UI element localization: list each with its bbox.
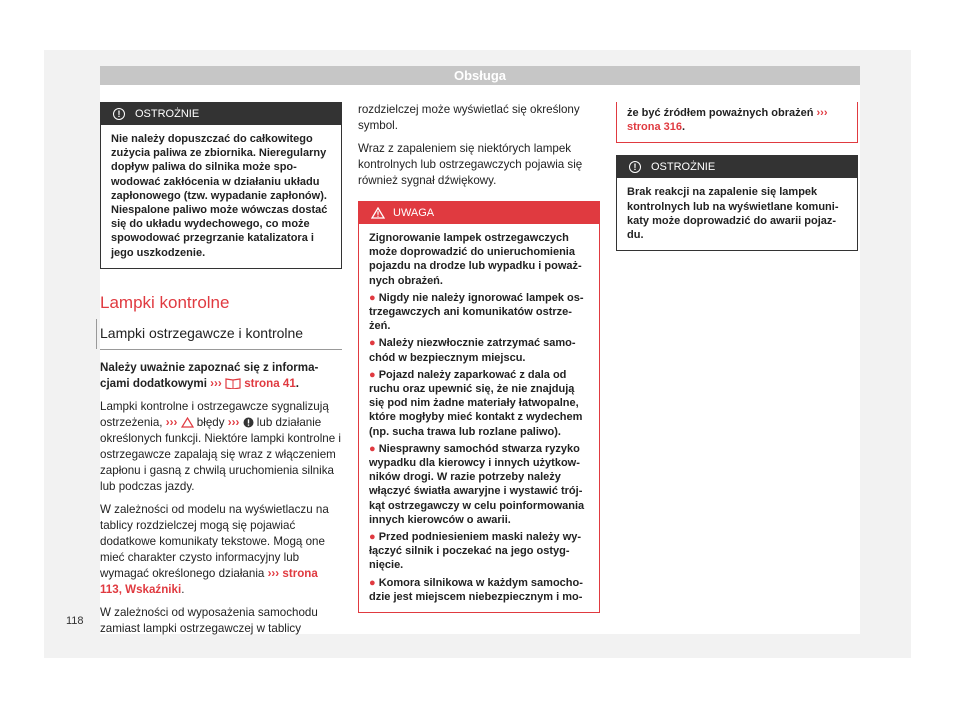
link-page-113[interactable]: strona 113, Wskaźniki — [100, 566, 318, 596]
column-1 — [100, 102, 342, 644]
page-number: 118 — [66, 615, 84, 627]
bullet-icon: ● — [369, 576, 376, 589]
ref-arrow-icon: ››› — [267, 566, 280, 580]
caution-box — [100, 102, 342, 269]
bullet-icon: ● — [369, 337, 376, 350]
list-item-text: Niesprawny samochód stwarza ryzyko wypadku dla kierowcy i innych użytkowników drogi. W razie potrzeby należy włączyć światła awaryjne i wystawić trójkąt ostrzegawczy w celu poinformowania innych kierowców o awarii. — [369, 442, 585, 526]
intro-text: Należy uważnie zapoznać się z informacjami dodatkowymi — [100, 360, 319, 390]
book-icon — [225, 377, 241, 389]
column-3 — [616, 102, 858, 261]
warning-triangle-icon — [181, 417, 194, 428]
list-item-text: Należy niezwłocznie zatrzymać samochód w bezpiecznym miejscu. — [369, 337, 576, 364]
link-page-316[interactable]: strona 316 — [627, 121, 683, 134]
caution-box-text: Brak reakcji na zapalenie się lampek kontrolnych lub na wyświetlane komunikaty może doprowadzić do awarii pojazdu. — [627, 186, 839, 242]
p2-text-b: błędy — [196, 415, 228, 429]
paragraph-display — [100, 502, 342, 598]
section-title: Lampki kontrolne — [100, 292, 230, 312]
caution-box-title: OSTROŻNIE — [651, 161, 716, 174]
list-item — [369, 576, 589, 604]
warning-continued-end: . — [682, 121, 686, 134]
paragraph-equipment: W zależności od wyposażenia samochodu zamiast lampki ostrzegawczej w tablicy — [100, 605, 318, 635]
list-item-text: Nigdy nie należy ignorować lampek ostrzegawczych ani komunikatów ostrzeżeń. — [369, 291, 584, 333]
list-item-text: Pojazd należy zaparkować z dala od ruchu oraz upewnić się, że nie znajdują się pod nim żadne materiały łatwopalne, które mogłyby mieć kontakt z wydechem (np. sucha trawa lub rozlane paliwo). — [369, 368, 583, 438]
ref-arrow-icon: ››› — [165, 415, 178, 429]
info-circle-icon: ! — [629, 161, 641, 173]
p2-text-a: Lampki kontrolne i ostrzegawcze sygnalizują ostrzeżenia, — [100, 399, 329, 429]
caution-box-header — [617, 156, 857, 178]
caution-box-text: Nie należy dopuszczać do całkowitego zużycia paliwa ze zbiornika. Nieregularny dopływ paliwa do silnika może spowodować zakłócenia w działaniu układu zapłonowego (tzw. wypadanie zapłonów). Niespalone paliwo może wówczas dostać się do układu wydechowego, co może spowodować przegrzanie katalizatora i jego uszkodzenie. — [111, 133, 328, 259]
list-item — [369, 442, 589, 527]
warning-box-body — [359, 224, 599, 612]
warning-triangle-icon — [371, 207, 385, 219]
list-item — [369, 291, 589, 334]
warning-box-title: UWAGA — [393, 207, 435, 219]
sub-title: Lampki ostrzegawcze i kontrolne — [100, 325, 342, 350]
intro-paragraph — [100, 360, 342, 392]
list-item — [369, 336, 589, 364]
list-item-text: Przed podniesieniem maski należy wyłączyć silnik i poczekać na jego ostygnięcie. — [369, 531, 582, 572]
caution-box — [616, 155, 858, 251]
warning-box-header — [359, 202, 599, 224]
page-header: Obsługa — [100, 66, 860, 85]
paragraph-symbol: rozdzielczej może wyświetlać się określony symbol. — [358, 103, 580, 132]
ref-arrow-icon: ››› — [227, 415, 240, 429]
list-item — [369, 368, 589, 439]
bullet-icon: ● — [369, 291, 376, 304]
info-circle-icon — [243, 417, 254, 428]
p2-text-c: lub działanie określonych funkcji. Niektóre lampki kontrolne i ostrzegawcze zapalają się wraz z włączeniem zapłonu i gasną z chwilą uruchomienia silnika lub podczas jazdy. — [100, 415, 341, 493]
link-page-41[interactable]: strona 41 — [244, 376, 296, 390]
info-circle-icon: ! — [113, 108, 125, 120]
paragraph-sound: Wraz z zapaleniem się niektórych lampek kontrolnych lub ostrzegawczych pojawia się również sygnał dźwiękowy. — [358, 142, 583, 187]
ref-arrow-icon: ››› — [816, 107, 828, 119]
ref-arrow-icon: ››› — [210, 376, 222, 390]
warning-continued-body — [617, 102, 857, 142]
bullet-icon: ● — [369, 442, 376, 455]
warning-box-continued — [616, 102, 858, 143]
caution-box-header — [101, 103, 341, 125]
list-item — [369, 530, 589, 573]
caution-box-title: OSTROŻNIE — [135, 108, 200, 120]
warning-box — [358, 201, 600, 613]
paragraph-warnings — [100, 399, 342, 495]
column-2 — [358, 102, 600, 623]
list-item-text: Komora silnikowa w każdym samochodzie jest miejscem niebezpiecznym i mo- — [369, 576, 583, 603]
bullet-icon: ● — [369, 531, 376, 544]
bullet-icon: ● — [369, 368, 376, 381]
p3-text: W zależności od modelu na wyświetlaczu na tablicy rozdzielczej mogą się pojawiać dodatkowe komunikaty tekstowe. Mogą one mieć charakter czysto informacyjny lub wymagać określonego działania — [100, 502, 329, 580]
p3-end: . — [181, 582, 185, 596]
warning-intro: Zignorowanie lampek ostrzegawczych może doprowadzić do unieruchomienia pojazdu na drodze lub wypadku i poważnych obrażeń. — [369, 232, 582, 287]
warning-continued-text: że być źródłem poważnych obrażeń — [627, 107, 817, 119]
intro-end: . — [295, 376, 300, 390]
